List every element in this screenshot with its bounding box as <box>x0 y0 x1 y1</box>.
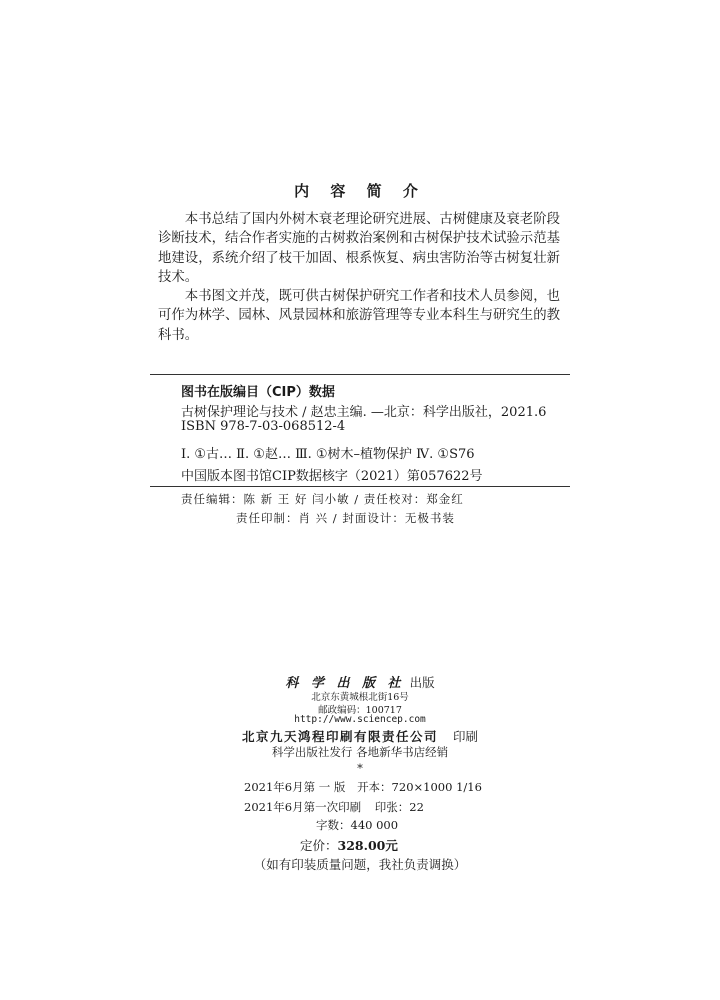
credits-production: 责任印制：肖 兴 / 封面设计：无极书装 <box>236 511 455 525</box>
quality-note: （如有印装质量问题，我社负责调换） <box>253 857 467 872</box>
cip-subjects: Ⅰ. ①古… Ⅱ. ①赵… Ⅲ. ①树木–植物保护 Ⅳ. ①S76 <box>181 447 475 462</box>
printer-role: 印刷 <box>453 729 479 744</box>
printer-name: 北京九天鸿程印刷有限责任公司 <box>241 729 438 744</box>
cip-heading: 图书在版编目（CIP）数据 <box>181 385 335 400</box>
publisher-postcode: 邮政编码：100717 <box>318 705 402 716</box>
publisher-website: http://www.sciencep.com <box>294 714 426 725</box>
edition-row <box>244 779 482 795</box>
print-sheets: 印张：22 <box>374 800 424 814</box>
price <box>300 836 398 854</box>
intro-paragraph: 本书图文并茂，既可供古树保护研究工作者和技术人员参阅，也可作为林学、园林、风景园林和旅游管理等专业本科生与研究生的教科书。 <box>158 289 560 343</box>
printing-row <box>244 799 424 815</box>
publisher-address: 北京东黄城根北街16号 <box>311 692 409 703</box>
cip-isbn: ISBN 978-7-03-068512-4 <box>181 419 346 434</box>
printer-line <box>0 726 720 745</box>
intro-text <box>158 210 560 345</box>
format: 开本：720×1000 1/16 <box>357 780 482 794</box>
publisher-role: 出版 <box>409 675 435 690</box>
cip-top-rule <box>150 374 570 375</box>
separator-star: * <box>357 761 363 775</box>
distribution: 科学出版社发行 各地新华书店经销 <box>271 745 449 759</box>
printing-date: 2021年6月第一次印刷 <box>244 800 362 814</box>
edition-date: 2021年6月第 一 版 <box>244 780 346 794</box>
credits-editors: 责任编辑：陈 新 王 好 闫小敏 / 责任校对：郑金红 <box>181 492 464 506</box>
word-count: 字数：440 000 <box>316 818 399 832</box>
intro-title: 内 容 简 介 <box>294 182 426 200</box>
cip-number: 中国版本图书馆CIP数据核字（2021）第057622号 <box>181 469 483 484</box>
intro-paragraph: 本书总结了国内外树木衰老理论研究进展、古树健康及衰老阶段诊断技术，结合作者实施的古树救治案例和古树保护技术试验示范基地建设，系统介绍了枝干加固、根系恢复、病虫害防治等古树复壮新技术。 <box>158 212 560 285</box>
publisher-name: 科 学 出 版 社 <box>285 676 405 691</box>
cip-bottom-rule <box>150 486 570 487</box>
price-label: 定价： <box>300 838 338 853</box>
cip-record: 古树保护理论与技术 / 赵忠主编. —北京：科学出版社，2021.6 <box>181 405 547 420</box>
price-value: 328.00元 <box>337 838 398 853</box>
